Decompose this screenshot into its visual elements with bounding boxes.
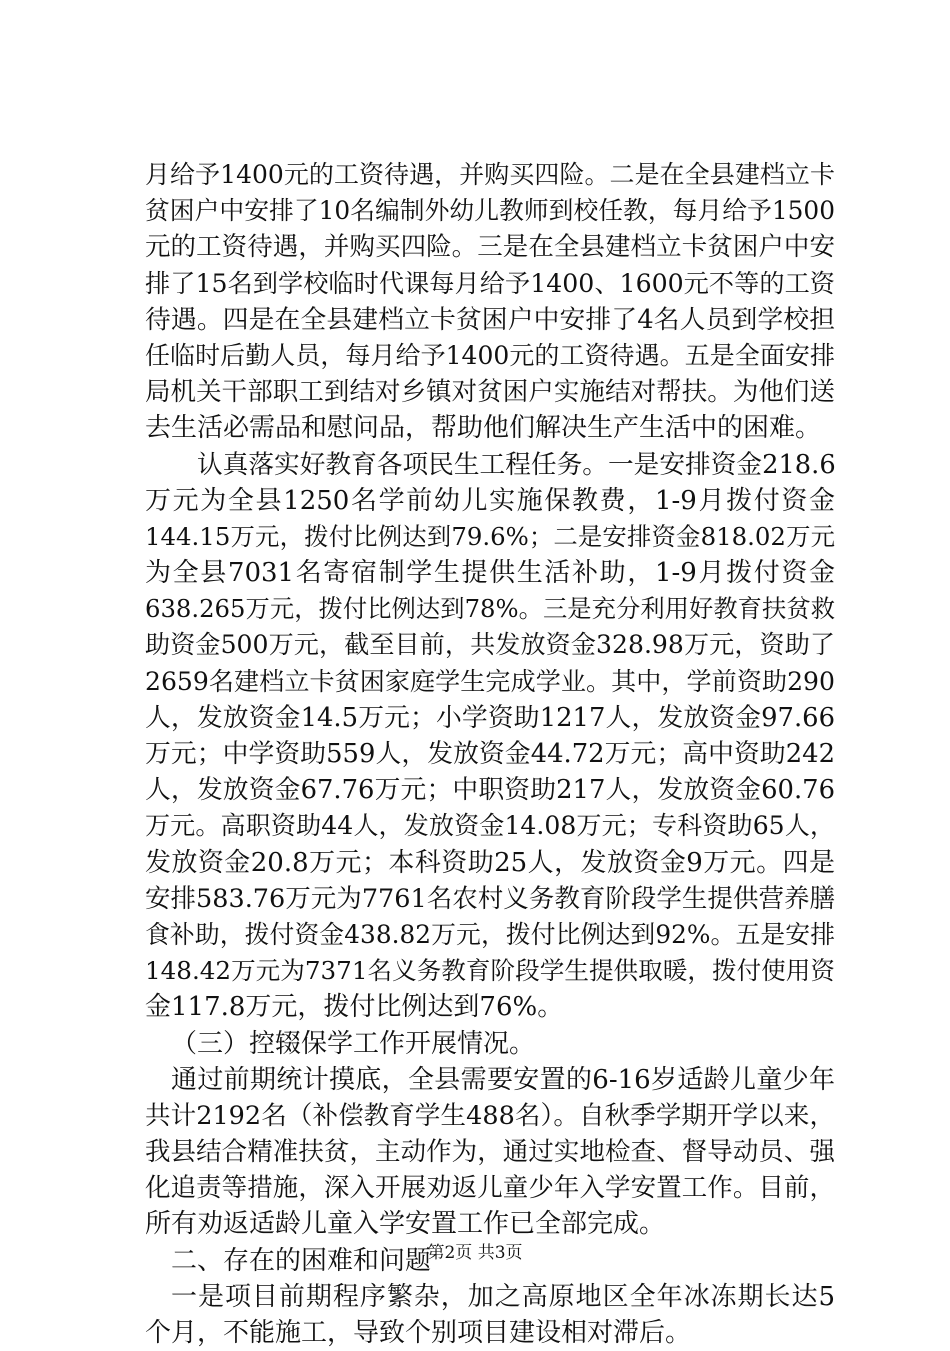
text-line: 638.265万元，拨付比例达到78%。三是充分利用好教育扶贫救 <box>145 594 835 624</box>
text-line: 去生活必需品和慰问品，帮助他们解决生产生活中的困难。 <box>145 413 822 444</box>
text-line: 万元。高职资助44人，发放资金14.08万元；专科资助65人， <box>145 811 835 841</box>
text-line: 所有劝返适龄儿童入学安置工作已全部完成。 <box>145 1209 666 1240</box>
text-line: 安排583.76万元为7761名农村义务教育阶段学生提供营养膳 <box>145 883 835 914</box>
text-line: 元的工资待遇，并购买四险。三是在全县建档立卡贫困户中安 <box>145 232 835 263</box>
text-line: 认真落实好教育各项民生工程任务。一是安排资金218.6 <box>197 449 836 480</box>
text-line: 通过前期统计摸底，全县需要安置的6-16岁适龄儿童少年 <box>171 1064 835 1095</box>
text-line: 发放资金20.8万元；本科资助25人，发放资金9万元。四是 <box>145 847 835 878</box>
text-line: （三）控辍保学工作开展情况。 <box>171 1028 536 1059</box>
text-line: 人，发放资金67.76万元；中职资助217人，发放资金60.76 <box>145 775 835 806</box>
text-line: 为全县7031名寄宿制学生提供生活补助，1-9月拨付资金 <box>145 558 835 589</box>
text-line: 人，发放资金14.5万元；小学资助1217人，发放资金97.66 <box>145 702 835 733</box>
text-line: 144.15万元，拨付比例达到79.6%；二是安排资金818.02万元 <box>145 521 835 551</box>
text-line: 148.42万元为7371名义务教育阶段学生提供取暖，拨付使用资 <box>145 956 835 986</box>
document-body <box>145 157 835 1351</box>
text-line: 2659名建档立卡贫困家庭学生完成学业。其中，学前资助290 <box>145 666 835 696</box>
text-line: 任临时后勤人员，每月给予1400元的工资待遇。五是全面安排 <box>145 340 835 370</box>
text-line: 化追责等措施，深入开展劝返儿童少年入学安置工作。目前， <box>145 1173 835 1204</box>
text-line: 待遇。四是在全县建档立卡贫困户中安排了4名人员到学校担 <box>145 304 835 335</box>
text-line: 二、存在的困难和问题 <box>171 1245 432 1276</box>
text-line: 贫困户中安排了10名编制外幼儿教师到校任教，每月给予1500 <box>145 196 835 226</box>
text-line: 我县结合精准扶贫，主动作为，通过实地检查、督导动员、强 <box>145 1137 835 1168</box>
text-line: 金117.8万元，拨付比例达到76%。 <box>145 992 564 1023</box>
text-line: 月给予1400元的工资待遇，并购买四险。二是在全县建档立卡 <box>145 160 835 189</box>
page-footer: 第2页 共3页 <box>427 1243 523 1263</box>
text-line: 万元；中学资助559人，发放资金44.72万元；高中资助242 <box>145 739 835 769</box>
text-line: 万元为全县1250名学前幼儿实施保教费，1-9月拨付资金 <box>145 485 835 516</box>
text-line: 助资金500万元，截至目前，共发放资金328.98万元，资助了 <box>145 630 835 660</box>
text-line: 排了15名到学校临时代课每月给予1400、1600元不等的工资 <box>145 268 835 298</box>
text-line: 一是项目前期程序繁杂，加之高原地区全年冰冻期长达5 <box>171 1281 835 1312</box>
text-line: 食补助，拨付资金438.82万元，拨付比例达到92%。五是安排 <box>145 919 835 949</box>
text-line: 共计2192名（补偿教育学生488名）。自秋季学期开学以来， <box>145 1100 835 1131</box>
text-line: 局机关干部职工到结对乡镇对贫困户实施结对帮扶。为他们送 <box>145 377 835 408</box>
text-line: 个月，不能施工，导致个别项目建设相对滞后。 <box>145 1318 692 1348</box>
